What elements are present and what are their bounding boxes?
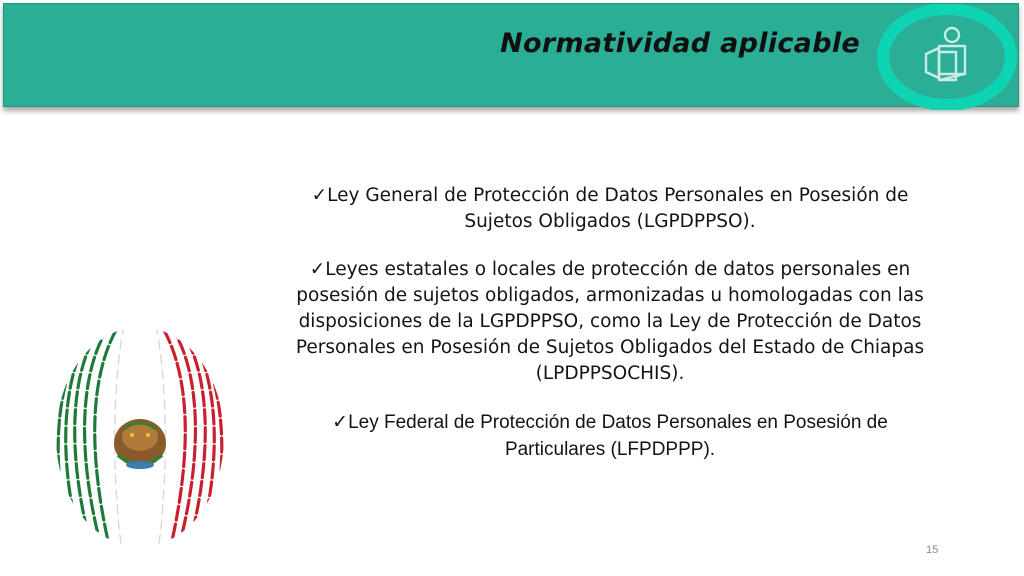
bullet-item: [290, 409, 930, 463]
bullet-text: Ley Federal de Protección de Datos Personales en Posesión de Particulares (LFPDPPP).: [348, 412, 888, 460]
bullet-list: [290, 183, 930, 485]
check-icon: ✓: [309, 259, 326, 280]
check-icon: ✓: [332, 411, 349, 433]
bullet-item: [290, 257, 930, 387]
bullet-text: Ley General de Protección de Datos Personales en Posesión de Sujetos Obligados (LGPDPPSO).: [327, 185, 909, 232]
check-icon: ✓: [311, 185, 328, 206]
page-number: 15: [926, 544, 939, 556]
slide-title: Normatividad aplicable: [500, 28, 860, 59]
mexican-flag-fingerprint-icon: [52, 325, 227, 550]
header-bar: [3, 3, 1019, 107]
bullet-text: Leyes estatales o locales de protección de datos personales en posesión de sujetos obligados, armonizadas u homologadas con las disposiciones de la LGPDPPSO, como la Ley de Protección de Datos Personales en Posesión de Sujetos Obligados del Estado de Chiapas (LPDPPSOCHIS).: [295, 259, 925, 384]
bullet-item: [290, 183, 930, 235]
transparency-logo-icon: [876, 4, 1018, 110]
